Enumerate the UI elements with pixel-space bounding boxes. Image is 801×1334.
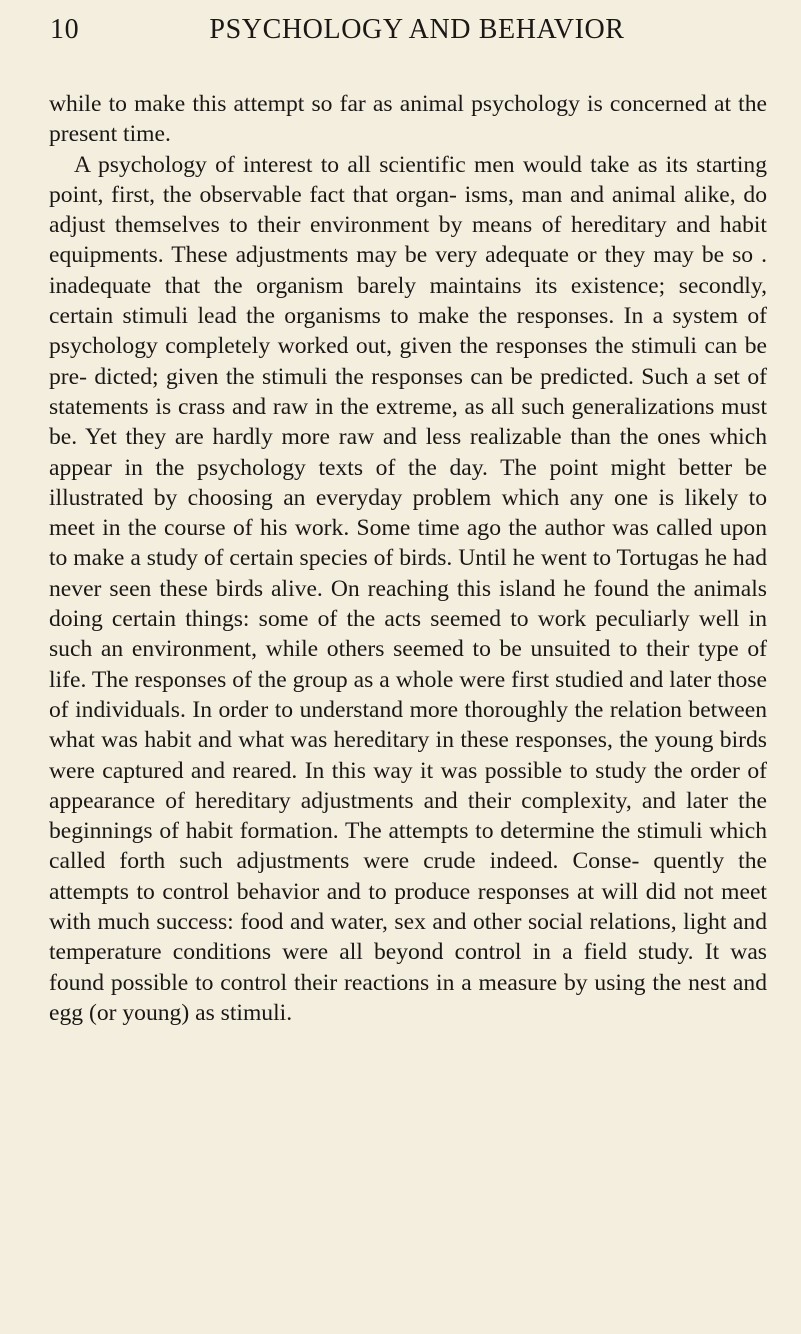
paragraph-continuation: while to make this attempt so far as animal psychology is concerned at the present time. <box>49 91 767 148</box>
running-title: PSYCHOLOGY AND BEHAVIOR <box>209 14 625 45</box>
paragraph-main: A psychology of interest to all scientific men would take as its starting point, first, the observable fact that organ- isms, man and animal alike, do adjust themselves to their environment by means of hereditary and habit equipments. These adjustments may be very adequate or they may be so . inadequate that the organism barely maintains its existence; secondly, certain stimuli lead the organisms to make the responses. In a system of psychology completely worked out, given the responses the stimuli can be pre- dicted; given the stimuli the responses can be predicted. Such a set of statements is crass and raw in the extreme, as all such generalizations must be. Yet they are hardly more raw and less realizable than the ones which appear in the psychology texts of the day. The point might better be illustrated by choosing an everyday problem which any one is likely to meet in the course of his work. Some time ago the author was called upon to make a study of certain species of birds. Until he went to Tortugas he had never seen these birds alive. On reaching this island he found the animals doing certain things: some of the acts seemed to work peculiarly well in such an environment, while others seemed to be unsuited to their type of life. The responses of the group as a whole were first studied and later those of individuals. In order to understand more thoroughly the relation between what was habit and what was hereditary in these responses, the young birds were captured and reared. In this way it was possible to study the order of appearance of hereditary adjustments and their complexity, and later the beginnings of habit formation. The attempts to determine the stimuli which called forth such adjustments were crude indeed. Conse- quently the attempts to control behavior and to produce responses at will did not meet with much success: food and water, sex and other social relations, light and temperature conditions were all beyond control in a field study. It was found possible to control their reactions in a measure by using the nest and egg (or young) as stimuli. <box>49 151 767 1026</box>
page-number: 10 <box>50 14 80 45</box>
running-head <box>49 0 767 60</box>
body-text <box>49 89 767 1028</box>
